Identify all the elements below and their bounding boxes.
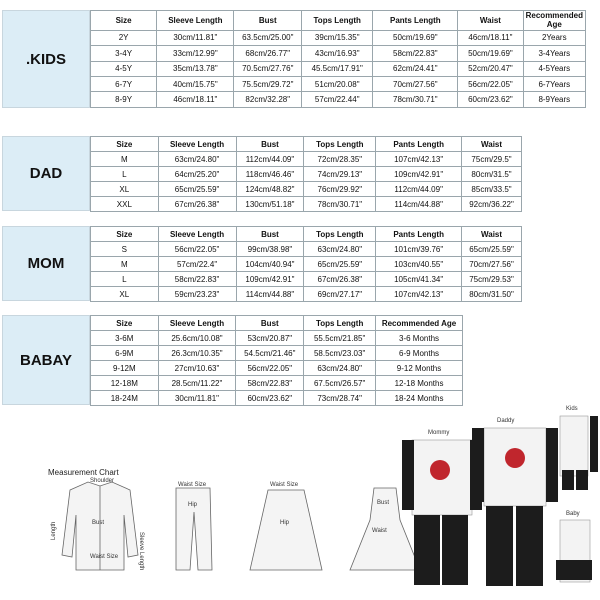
table-cell: 75cm/29.53" [462, 272, 522, 287]
mom-header-cell: Size [91, 227, 159, 242]
table-row [91, 152, 522, 167]
table-cell: 3-4Y [91, 46, 157, 61]
table-cell: 63cm/24.80" [158, 152, 236, 167]
measurement-chart [0, 406, 600, 600]
mom-label: MOM [2, 226, 90, 301]
table-cell: 67cm/26.38" [304, 272, 376, 287]
baby-header-cell: Sleeve Length [158, 316, 236, 331]
table-cell: 57cm/22.44" [302, 92, 373, 108]
table-cell: 58cm/22.83" [158, 272, 236, 287]
table-cell: 114cm/44.88" [376, 197, 462, 212]
mom-header-cell: Tops Length [304, 227, 376, 242]
svg-text:Waist: Waist [372, 528, 387, 534]
table-cell: 8-9Years [523, 92, 585, 108]
table-cell: 18-24M [91, 391, 159, 406]
kids-header-cell: Recommended Age [523, 11, 585, 31]
table-cell: 26.3cm/10.35" [158, 346, 236, 361]
table-cell: 75.5cm/29.72" [234, 77, 302, 92]
table-cell: 3-4Years [523, 46, 585, 61]
dad-table [90, 136, 522, 212]
table-cell: XL [91, 287, 159, 302]
svg-text:Waist Size: Waist Size [270, 482, 299, 488]
table-cell: 55.5cm/21.85" [304, 331, 376, 346]
table-cell: 68cm/26.77" [234, 46, 302, 61]
table-cell: 46cm/18.11" [157, 92, 234, 108]
table-cell: 30cm/11.81" [158, 391, 236, 406]
table-cell: 78cm/30.71" [373, 92, 458, 108]
kids-section [2, 10, 586, 108]
table-cell: 130cm/51.18" [236, 197, 304, 212]
dad-header-cell: Pants Length [376, 137, 462, 152]
table-cell: 52cm/20.47" [458, 61, 523, 76]
table-cell: 75cm/29.5" [462, 152, 522, 167]
table-cell: 99cm/38.98" [236, 242, 304, 257]
table-cell: 8-9Y [91, 92, 157, 108]
table-cell: 39cm/15.35" [302, 30, 373, 45]
kids-header-cell: Size [91, 11, 157, 31]
table-row [91, 197, 522, 212]
baby-table [90, 315, 463, 406]
table-cell: 107cm/42.13" [376, 287, 462, 302]
table-cell: 124cm/48.82" [236, 182, 304, 197]
table-cell: 6-9 Months [376, 346, 463, 361]
table-cell: 6-7Years [523, 77, 585, 92]
table-row [91, 287, 522, 302]
table-row [91, 257, 522, 272]
dad-header-cell: Sleeve Length [158, 137, 236, 152]
svg-text:Bust: Bust [377, 500, 390, 506]
table-cell: 6-7Y [91, 77, 157, 92]
table-cell: 54.5cm/21.46" [236, 346, 304, 361]
daddy-label: Daddy [497, 418, 515, 424]
table-cell: M [91, 257, 159, 272]
table-cell: 85cm/33.5" [462, 182, 522, 197]
table-cell: 3-6M [91, 331, 159, 346]
kids-header-cell: Pants Length [373, 11, 458, 31]
table-cell: 56cm/22.05" [236, 361, 304, 376]
table-row [91, 46, 586, 61]
kids-label: .KIDS [2, 10, 90, 108]
baby-header-cell: Recommended Age [376, 316, 463, 331]
skirt-diagram-icon [250, 490, 322, 570]
table-cell: 51cm/20.08" [302, 77, 373, 92]
mom-section [2, 226, 522, 302]
mom-header-cell: Pants Length [376, 227, 462, 242]
table-cell: 73cm/28.74" [304, 391, 376, 406]
table-cell: 3-6 Months [376, 331, 463, 346]
table-cell: 114cm/44.88" [236, 287, 304, 302]
table-cell: 101cm/39.76" [376, 242, 462, 257]
table-cell: 30cm/11.81" [157, 30, 234, 45]
shoulder-text: Shoulder [90, 478, 115, 484]
length-text: Length [51, 521, 57, 540]
baby-section [2, 315, 463, 406]
svg-text:Waist Size: Waist Size [178, 482, 207, 488]
kids-table [90, 10, 586, 108]
table-cell: 9-12M [91, 361, 159, 376]
table-cell: 65cm/25.59" [158, 182, 236, 197]
table-cell: 18-24 Months [376, 391, 463, 406]
kids-header-cell: Tops Length [302, 11, 373, 31]
sleeve-length-text: Sleeve Length [138, 532, 144, 571]
mom-header-cell: Waist [462, 227, 522, 242]
baby-header-cell: Tops Length [304, 316, 376, 331]
kids-header-cell: Bust [234, 11, 302, 31]
baby-header-cell: Bust [236, 316, 304, 331]
table-cell: 65cm/25.59" [462, 242, 522, 257]
table-cell: 72cm/28.35" [304, 152, 376, 167]
table-cell: 58cm/22.83" [236, 376, 304, 391]
table-cell: 58cm/22.83" [373, 46, 458, 61]
table-cell: 76cm/29.92" [304, 182, 376, 197]
table-cell: 70cm/27.56" [462, 257, 522, 272]
table-cell: L [91, 167, 159, 182]
table-cell: 59cm/23.23" [158, 287, 236, 302]
baby-header-cell: Size [91, 316, 159, 331]
table-cell: 67.5cm/26.57" [304, 376, 376, 391]
table-cell: 40cm/15.75" [157, 77, 234, 92]
table-row [91, 361, 463, 376]
table-cell: 9-12 Months [376, 361, 463, 376]
table-cell: 50cm/19.69" [458, 46, 523, 61]
kids-header-cell: Sleeve Length [157, 11, 234, 31]
table-cell: 118cm/46.46" [236, 167, 304, 182]
table-cell: 53cm/20.87" [236, 331, 304, 346]
baby-label: BABAY [2, 315, 90, 405]
pants-diagram-icon [176, 488, 212, 570]
table-cell: 78cm/30.71" [304, 197, 376, 212]
table-cell: 80cm/31.50" [462, 287, 522, 302]
table-cell: 46cm/18.11" [458, 30, 523, 45]
dad-label: DAD [2, 136, 90, 211]
table-cell: 109cm/42.91" [376, 167, 462, 182]
table-cell: S [91, 242, 159, 257]
measurement-diagrams [0, 406, 600, 600]
waist-size-text: Waist Size [90, 554, 119, 560]
table-cell: 82cm/32.28" [234, 92, 302, 108]
table-cell: 33cm/12.99" [157, 46, 234, 61]
table-cell: 45.5cm/17.91" [302, 61, 373, 76]
measurement-chart-title: Measurement Chart [48, 468, 119, 477]
table-cell: 4-5Y [91, 61, 157, 76]
table-cell: 107cm/42.13" [376, 152, 462, 167]
table-cell: 58.5cm/23.03" [304, 346, 376, 361]
table-cell: 67cm/26.38" [158, 197, 236, 212]
table-cell: 12-18M [91, 376, 159, 391]
table-cell: 112cm/44.09" [236, 152, 304, 167]
table-cell: 63.5cm/25.00" [234, 30, 302, 45]
table-cell: 28.5cm/11.22" [158, 376, 236, 391]
table-cell: 2Y [91, 30, 157, 45]
table-cell: 103cm/40.55" [376, 257, 462, 272]
bust-text: Bust [92, 520, 105, 526]
table-row [91, 331, 463, 346]
table-cell: 74cm/29.13" [304, 167, 376, 182]
pajama-illustration-icon [402, 406, 598, 586]
table-cell: 50cm/19.69" [373, 30, 458, 45]
table-row [91, 391, 463, 406]
table-row [91, 346, 463, 361]
table-cell: 70.5cm/27.76" [234, 61, 302, 76]
table-row [91, 376, 463, 391]
dad-section [2, 136, 522, 212]
table-cell: L [91, 272, 159, 287]
table-cell: 80cm/31.5" [462, 167, 522, 182]
table-cell: 6-9M [91, 346, 159, 361]
table-row [91, 61, 586, 76]
table-row [91, 182, 522, 197]
table-cell: 35cm/13.78" [157, 61, 234, 76]
table-cell: 63cm/24.80" [304, 242, 376, 257]
svg-text:Hip: Hip [280, 520, 290, 526]
table-row [91, 77, 586, 92]
baby-label-small: Baby [566, 511, 580, 517]
table-cell: XXL [91, 197, 159, 212]
table-row [91, 272, 522, 287]
table-cell: 70cm/27.56" [373, 77, 458, 92]
table-cell: 56cm/22.05" [458, 77, 523, 92]
table-cell: 60cm/23.62" [236, 391, 304, 406]
table-cell: 92cm/36.22" [462, 197, 522, 212]
table-cell: 43cm/16.93" [302, 46, 373, 61]
svg-text:Hip: Hip [188, 502, 198, 508]
table-cell: 60cm/23.62" [458, 92, 523, 108]
mom-table [90, 226, 522, 302]
table-cell: 109cm/42.91" [236, 272, 304, 287]
table-cell: 12-18 Months [376, 376, 463, 391]
table-cell: 63cm/24.80" [304, 361, 376, 376]
table-cell: 105cm/41.34" [376, 272, 462, 287]
dad-header-cell: Waist [462, 137, 522, 152]
table-cell: 69cm/27.17" [304, 287, 376, 302]
table-cell: 62cm/24.41" [373, 61, 458, 76]
table-row [91, 92, 586, 108]
table-cell: 2Years [523, 30, 585, 45]
table-cell: 64cm/25.20" [158, 167, 236, 182]
mom-header-cell: Bust [236, 227, 304, 242]
table-cell: 4-5Years [523, 61, 585, 76]
table-cell: 112cm/44.09" [376, 182, 462, 197]
table-cell: 27cm/10.63" [158, 361, 236, 376]
kids-header-cell: Waist [458, 11, 523, 31]
dad-header-cell: Size [91, 137, 159, 152]
table-cell: 56cm/22.05" [158, 242, 236, 257]
table-row [91, 167, 522, 182]
table-cell: 104cm/40.94" [236, 257, 304, 272]
mom-header-cell: Sleeve Length [158, 227, 236, 242]
table-cell: 25.6cm/10.08" [158, 331, 236, 346]
dad-header-cell: Bust [236, 137, 304, 152]
table-cell: 57cm/22.4" [158, 257, 236, 272]
table-row [91, 242, 522, 257]
mommy-label: Mommy [428, 430, 450, 436]
table-cell: M [91, 152, 159, 167]
table-cell: XL [91, 182, 159, 197]
table-cell: 65cm/25.59" [304, 257, 376, 272]
kids-label-small: Kids [566, 406, 578, 412]
dad-header-cell: Tops Length [304, 137, 376, 152]
table-row [91, 30, 586, 45]
